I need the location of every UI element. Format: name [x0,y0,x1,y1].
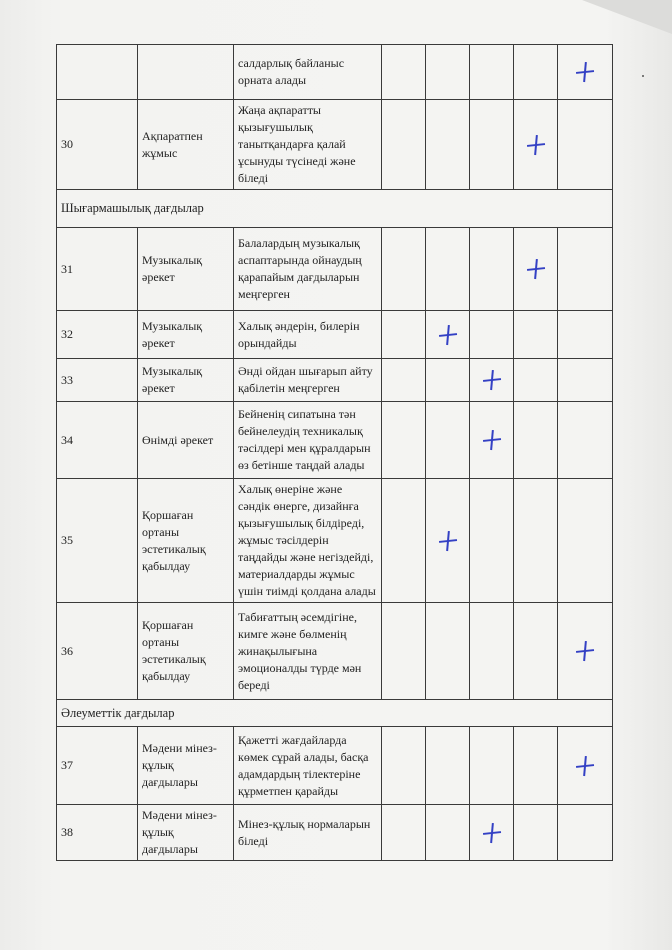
row-number: 38 [57,805,138,861]
row-criterion: Музыкалық әрекет [138,311,234,359]
table-row [57,311,613,359]
row-number: 36 [57,603,138,700]
row-number: 32 [57,311,138,359]
row-description: салдарлық байланыс орната алады [234,45,382,100]
row-description: Балалардың музыкалық аспаптарында ойнаудың қарапайым дағдыларын меңгерген [234,228,382,311]
handwritten-check-mark [438,531,458,551]
mark-cell [382,603,426,700]
mark-cell [558,311,613,359]
row-criterion: Музыкалық әрекет [138,359,234,402]
mark-cell [558,359,613,402]
mark-cell [382,359,426,402]
mark-cell [514,311,558,359]
mark-cell [382,402,426,479]
handwritten-check-mark [575,62,595,82]
mark-cell [382,228,426,311]
handwritten-check-mark [575,641,595,661]
mark-cell [558,228,613,311]
row-criterion: Музыкалық әрекет [138,228,234,311]
section-row [57,700,613,727]
mark-cell [470,228,514,311]
mark-cell [514,603,558,700]
mark-cell [426,727,470,805]
mark-cell [514,100,558,190]
mark-cell [514,727,558,805]
handwritten-check-mark [526,135,546,155]
table-row [57,402,613,479]
mark-cell [382,100,426,190]
mark-cell [382,311,426,359]
row-number [57,45,138,100]
mark-cell [470,359,514,402]
handwritten-check-mark [438,325,458,345]
handwritten-check-mark [575,756,595,776]
row-description: Халық өнеріне және сәндік өнерге, дизайнға қызығушылық білдіреді, жұмыс тәсілдерін таңдайды және негіздейді, материалдарды жұмыс үшін тиімді қолдана алады [234,479,382,603]
mark-cell [470,727,514,805]
mark-cell [470,603,514,700]
mark-cell [470,402,514,479]
row-number: 35 [57,479,138,603]
row-number: 33 [57,359,138,402]
handwritten-check-mark [526,259,546,279]
handwritten-check-mark [482,370,502,390]
table-row [57,100,613,190]
mark-cell [558,479,613,603]
row-description: Халық әндерін, билерін орындайды [234,311,382,359]
row-number: 34 [57,402,138,479]
mark-cell [426,45,470,100]
row-criterion: Мәдени мінез-құлық дағдылары [138,727,234,805]
folded-corner [582,0,672,34]
mark-cell [426,805,470,861]
mark-cell [426,479,470,603]
row-description: Әнді ойдан шығарып айту қабілетін меңгерген [234,359,382,402]
row-description: Бейненің сипатына тән бейнелеудің техникалық тәсілдері мен құралдарын өз бетінше таңдай алады [234,402,382,479]
mark-cell [514,228,558,311]
row-criterion: Ақпаратпен жұмыс [138,100,234,190]
mark-cell [514,45,558,100]
row-criterion [138,45,234,100]
table-row [57,727,613,805]
section-title: Әлеуметтік дағдылар [57,700,613,727]
table-row [57,479,613,603]
row-criterion: Өнімді әрекет [138,402,234,479]
row-description: Қажетті жағдайларда көмек сұрай алады, басқа адамдардың тілектеріне құрметпен қарайды [234,727,382,805]
mark-cell [514,359,558,402]
mark-cell [470,311,514,359]
mark-cell [470,805,514,861]
mark-cell [382,805,426,861]
mark-cell [558,727,613,805]
table-row [57,603,613,700]
mark-cell [382,479,426,603]
mark-cell [558,603,613,700]
row-description: Табиғаттың әсемдігіне, кимге және бөлменің жинақылығына эмоционалды түрде мән береді [234,603,382,700]
handwritten-check-mark [482,430,502,450]
mark-cell [514,805,558,861]
mark-cell [426,311,470,359]
table-row [57,45,613,100]
mark-cell [558,45,613,100]
mark-cell [558,805,613,861]
mark-cell [470,45,514,100]
mark-cell [558,100,613,190]
mark-cell [382,727,426,805]
row-criterion: Қоршаған ортаны эстетикалық қабылдау [138,603,234,700]
mark-cell [470,100,514,190]
mark-cell [514,402,558,479]
mark-cell [426,228,470,311]
mark-cell [426,100,470,190]
row-number: 31 [57,228,138,311]
handwritten-check-mark [482,823,502,843]
section-row [57,190,613,228]
mark-cell [426,359,470,402]
row-number: 30 [57,100,138,190]
assessment-table [56,44,613,861]
mark-cell [514,479,558,603]
table-row [57,228,613,311]
row-criterion: Мәдени мінез-құлық дағдылары [138,805,234,861]
mark-cell [558,402,613,479]
mark-cell [382,45,426,100]
row-description: Мінез-құлық нормаларын біледі [234,805,382,861]
mark-cell [470,479,514,603]
mark-cell [426,603,470,700]
table-row [57,805,613,861]
row-number: 37 [57,727,138,805]
section-title: Шығармашылық дағдылар [57,190,613,228]
page-speck [642,75,644,77]
row-description: Жаңа ақпаратты қызығушылық танытқандарға қалай ұсынуды түсінеді және біледі [234,100,382,190]
row-criterion: Қоршаған ортаны эстетикалық қабылдау [138,479,234,603]
mark-cell [426,402,470,479]
table-row [57,359,613,402]
